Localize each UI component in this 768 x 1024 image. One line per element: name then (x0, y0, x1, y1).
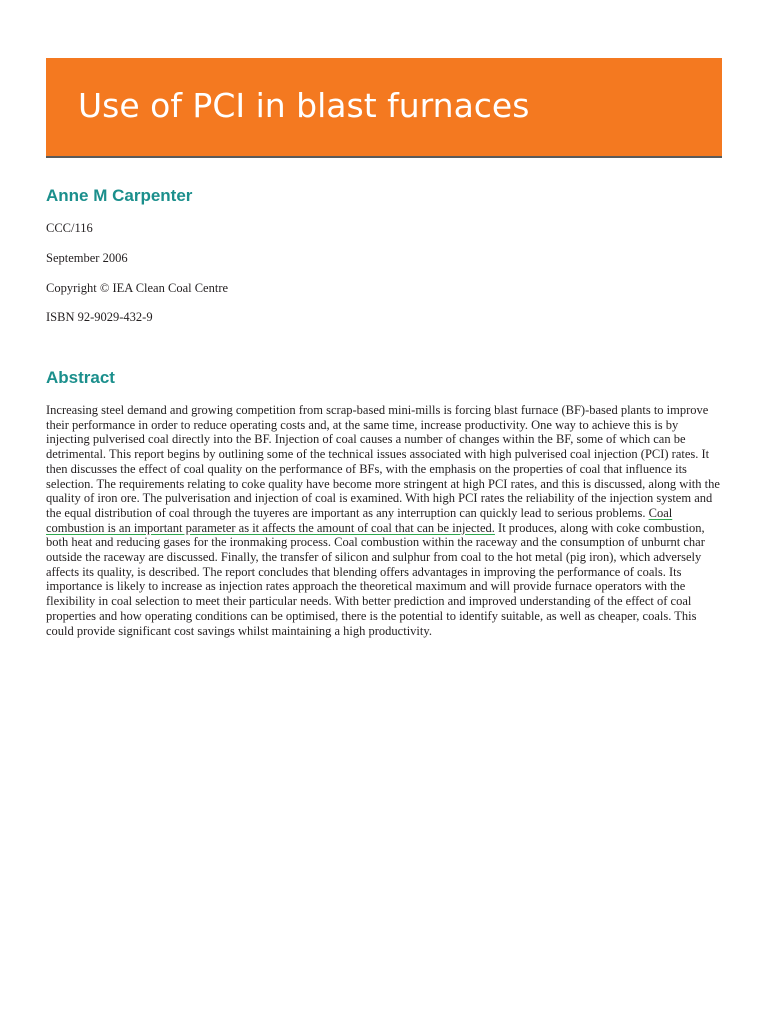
copyright-notice: Copyright © IEA Clean Coal Centre (46, 281, 229, 295)
abstract-heading: Abstract (46, 368, 115, 387)
abstract-text-part-2: It produces, along with coke combustion, both heat and reducing gases for the ironmaking process. Coal combustion within the raceway and the consumption of unburnt char outside the raceway are discussed. Finally, the transfer of silicon and sulphur from coal to the hot metal (pig iron), which adversely affects its quality, is described. The report concludes that blending offers advantages in improving the performance of coals. Its importance is likely to increase as injection rates approach the theoretical maximum and will provide furnace operators with the flexibility in coal selection to meet their particular needs. With better prediction and improved understanding of the effect of coal properties and how operating conditions can be optimised, there is the potential to identify suitable, as well as cheaper, coals. This could provide significant cost savings whilst maintaining a high productivity. (46, 520, 705, 638)
publication-date: September 2006 (46, 251, 128, 265)
page-title: Use of PCI in blast furnaces (78, 86, 530, 125)
highlighted-sentence: Coal combustion is an important parameter as it affects the amount of coal that can be injected. (46, 505, 673, 535)
report-number: CCC/116 (46, 221, 93, 235)
isbn: ISBN 92-9029-432-9 (46, 310, 153, 324)
abstract-text-part-1: Increasing steel demand and growing competition from scrap-based mini-mills is forcing blast furnace (BF)-based plants to improve their performance in order to reduce operating costs and, at the same time, increase productivity. One way to achieve this is by injecting pulverised coal directly into the BF. Injection of coal causes a number of changes within the BF, some of which can be detrimental. This report begins by outlining some of the technical issues associated with high pulverised coal injection (PCI) rates. It then discusses the effect of coal quality on the performance of BFs, with the emphasis on the properties of coal that influence its selection. The requirements relating to coke quality have become more stringent at high PCI rates, and this is discussed, along with the quality of iron ore. The pulverisation and injection of coal is examined. With high PCI rates the reliability of the injection system and the equal distribution of coal through the tuyeres are important as any interruption can quickly lead to serious problems. (46, 403, 720, 520)
title-banner (46, 58, 722, 158)
abstract-text (46, 403, 722, 638)
author-name: Anne M Carpenter (46, 186, 193, 205)
